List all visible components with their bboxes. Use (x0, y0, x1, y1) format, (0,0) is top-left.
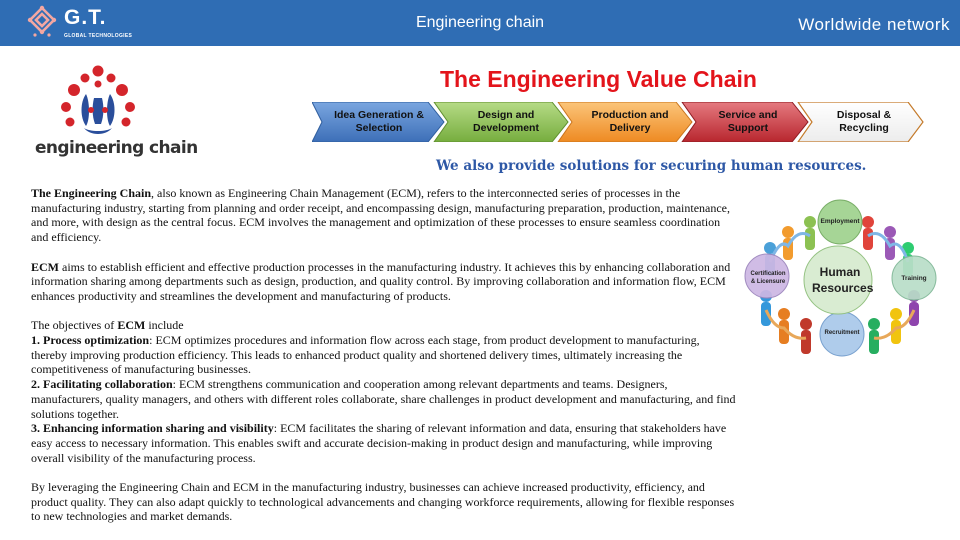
value-chain (312, 102, 924, 142)
description-text (31, 186, 737, 524)
paragraph-text: aims to establish efficient and effective production processes in the manufacturing industry. It achieves this by enhancing collaboration and information sharing among departments such as design, production, and quality control. By improving collaboration and information flow, ECM enhances productivity and streamlines the development and manufacturing of products. (31, 259, 731, 303)
ecm-paragraph (31, 260, 737, 304)
value-chain-title: The Engineering Value Chain (440, 66, 757, 92)
chain-step-label: Disposal & Recycling (836, 109, 892, 134)
company-tagline: GLOBAL TECHNOLOGIES (64, 33, 133, 39)
header-bar (0, 0, 960, 46)
chain-step-label: Production and Delivery (591, 109, 669, 134)
chain-step-label: Idea Generation & Selection (334, 109, 424, 134)
objective-3: 3. Enhancing information sharing and visibility: ECM facilitates the sharing of relevant information and data, ensuring that stakeholders have easy access to necessary information. This enables swift and accurate decision-making in product design and manufacturing, while improving overall visibility of the manufacturing process. (31, 421, 727, 465)
objective-2: 2. Facilitating collaboration: ECM strengthens communication and cooperation among relevant departments and teams. Designers, manufacturers, quality managers, and others with different roles collaborate, share challenges in product development and manufacturing, and find solutions together. (31, 377, 736, 421)
term-bold: The Engineering Chain (31, 186, 152, 200)
term-bold: ECM (31, 259, 59, 274)
hr-employment-label: Employment (820, 218, 860, 225)
objectives-intro: The objectives of ECM include (31, 318, 184, 333)
paragraph-text: , also known as Engineering Chain Management (ECM), refers to the interconnected series of processes in the manufacturing industry, starting from planning and order receipt, and encompassing design, manufacturing preparation, production, maintenance, and more, with design as the central focus. ECM involves the management and optimization of these processes to ensure seamless coordination and efficiency. (31, 186, 731, 245)
human-resources-graphic (740, 198, 940, 358)
engineering-chain-logo-text: engineering chain (35, 138, 198, 158)
worldwide-network-label: Worldwide network (798, 15, 950, 34)
hr-recruitment-label: Recruitment (824, 330, 860, 336)
chain-step-label: Design and Development (473, 109, 539, 134)
company-name: G.T. (64, 6, 107, 29)
objective-1: 1. Process optimization: ECM optimizes procedures and information flow across each stage, from product development to manufacturing, thereby improving production efficiency. This leads to enhanced product quality and shortened delivery times, ultimately increasing the competitiveness of manufacturing businesses. (31, 333, 700, 377)
hr-center-label: Human Resources (812, 265, 874, 295)
hr-solutions-subtitle: We also provide solutions for securing human resources. (436, 158, 867, 174)
hr-training-label: Training (901, 275, 927, 282)
closing-paragraph: By leveraging the Engineering Chain and ECM in the manufacturing industry, businesses can achieve increased productivity, efficiency, and product quality. They can also adapt quickly to technological advancements and changing workforce requirements, allowing for flexible responses to new technologies and market demands. (31, 480, 735, 524)
chain-step-label: Service and Support (718, 109, 778, 134)
intro-paragraph (31, 186, 737, 245)
hr-certification-label: Certification & Licensure (750, 271, 786, 285)
page-title: Engineering chain (415, 14, 545, 31)
